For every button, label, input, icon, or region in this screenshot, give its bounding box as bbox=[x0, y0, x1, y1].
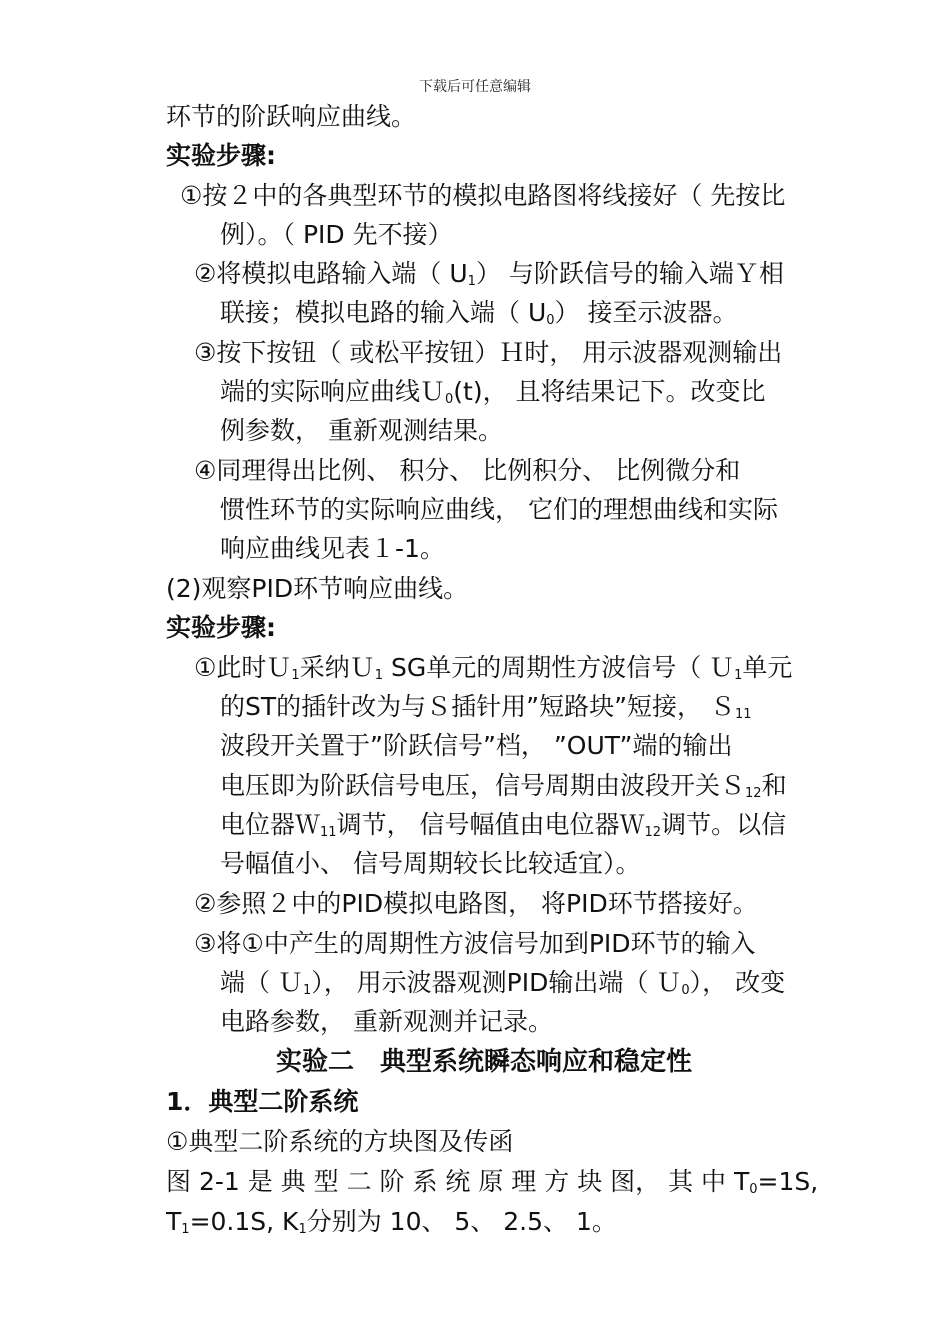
text-line: 端的实际响应曲线Ｕ$_0$(t)， 且将结果记下。改变比 bbox=[220, 377, 766, 407]
list-item: ①按２中的各典型环节的模拟电路图将线接好（ 先按比 bbox=[180, 181, 786, 210]
text-line: (2)观察PID环节响应曲线。 bbox=[166, 574, 469, 603]
text-line: 端（ Ｕ$_1$）， 用示波器观测PID输出端（ Ｕ$_0$）， 改变 bbox=[220, 968, 786, 998]
text-line: 环节的阶跃响应曲线。 bbox=[166, 102, 417, 131]
text-line: 电压即为阶跃信号电压，信号周期由波段开关Ｓ$_{12}$和 bbox=[220, 771, 787, 801]
chapter-title: 实验二 典型系统瞬态响应和稳定性 bbox=[276, 1047, 693, 1077]
text-line: 例）。（ PID 先不接） bbox=[220, 220, 453, 249]
text-line: 的ST的插针改为与Ｓ插针用”短路块”短接， Ｓ$_{11}$ bbox=[220, 692, 752, 722]
text-line: 例参数， 重新观测结果。 bbox=[220, 416, 503, 445]
text-line: 联接；模拟电路的输入端（ $U_0$） 接至示波器。 bbox=[220, 298, 738, 328]
section-heading: 1．典型二阶系统 bbox=[166, 1087, 359, 1116]
list-item: ④同理得出比例、 积分、 比例积分、 比例微分和 bbox=[194, 456, 741, 485]
text-line: 电位器Ｗ$_{11}$调节， 信号幅值由电位器Ｗ$_{12}$调节。以信 bbox=[220, 810, 787, 840]
list-item: ③按下按钮（ 或松平按钮）Ｈ时， 用示波器观测输出 bbox=[194, 338, 783, 367]
text-line: 号幅值小、 信号周期较长比较适宜）。 bbox=[220, 849, 641, 878]
text-line: 电路参数， 重新观测并记录。 bbox=[220, 1007, 553, 1036]
section-heading: 实验步骤: bbox=[166, 141, 276, 170]
text-line: 惯性环节的实际响应曲线， 它们的理想曲线和实际 bbox=[220, 495, 778, 524]
list-item: ③将①中产生的周期性方波信号加到PID环节的输入 bbox=[194, 929, 756, 958]
text-line: 响应曲线见表１-1。 bbox=[220, 534, 445, 563]
text-line: 图 2-1 是 典 型 二 阶 系 统 原 理 方 块 图， 其 中 $T_0=1S$, bbox=[166, 1167, 819, 1197]
list-item: ②将模拟电路输入端（ $U_1$） 与阶跃信号的输入端Ｙ相 bbox=[194, 259, 784, 289]
text-line: 波段开关置于”阶跃信号”档， ”OUT”端的输出 bbox=[220, 731, 733, 760]
list-item: ①此时Ｕ$_1$采纳Ｕ$_1$ SG单元的周期性方波信号（ Ｕ$_1$单元 bbox=[194, 653, 793, 683]
section-heading: 实验步骤: bbox=[166, 613, 276, 642]
page-header: 下载后可任意编辑 bbox=[419, 79, 531, 95]
text-line: ①典型二阶系统的方块图及传函 bbox=[166, 1127, 514, 1156]
list-item: ②参照２中的PID模拟电路图， 将PID环节搭接好。 bbox=[194, 889, 758, 918]
text-line: $T_1=0.1S$, $K_1$分别为 10、 5、 2.5、 1。 bbox=[166, 1207, 617, 1237]
